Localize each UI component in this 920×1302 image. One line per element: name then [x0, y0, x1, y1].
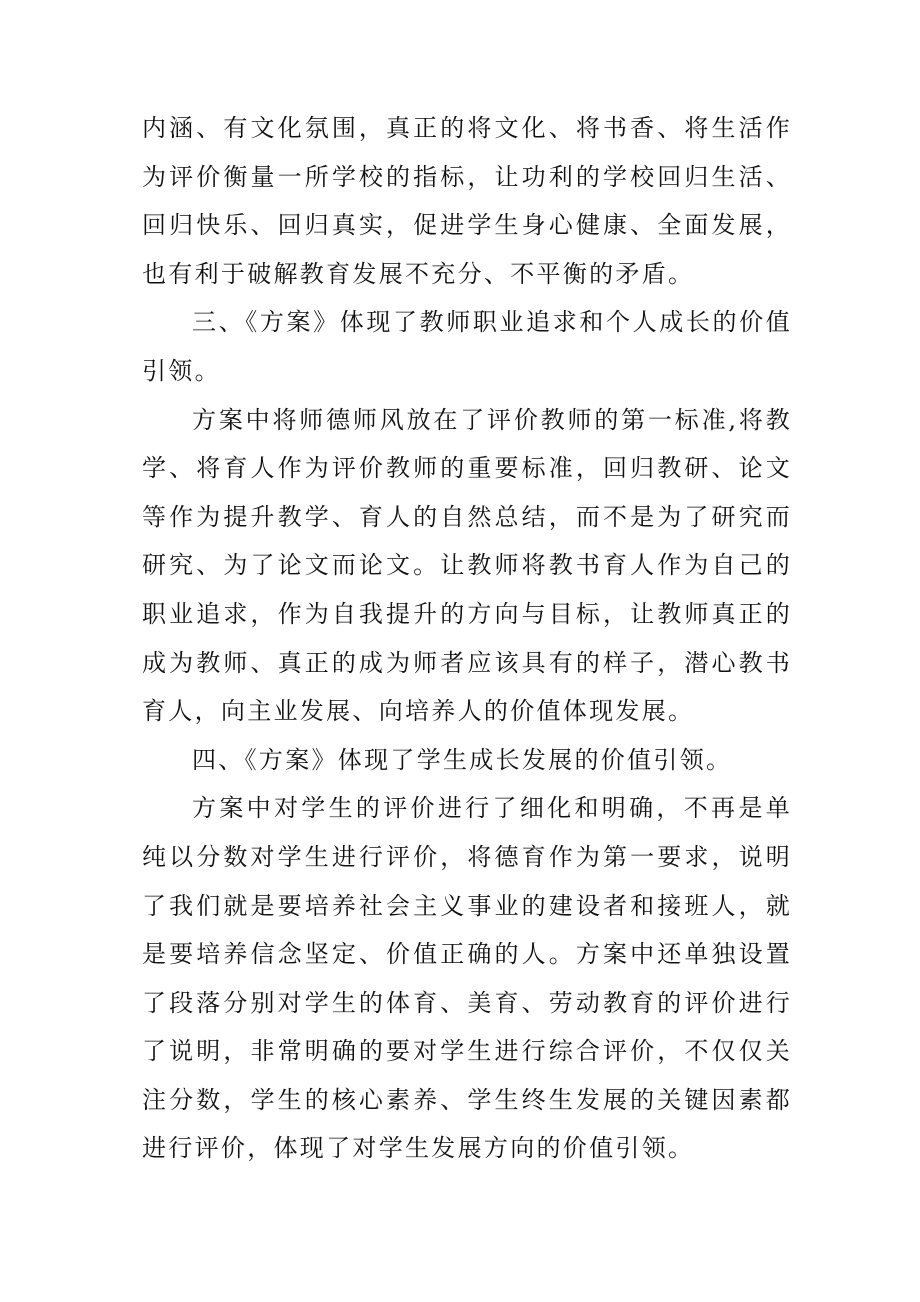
- paragraph-teacher-evaluation: 方案中将师德师风放在了评价教师的第一标准,将教学、将育人作为评价教师的重要标准，回归教研、论文等作为提升教学、育人的自然总结，而不是为了研究而研究、为了论文而论文。让教师将教书育人作为自己的职业追求，作为自我提升的方向与目标，让教师真正的成为教师、真正的成为师者应该具有的样子，潜心教书育人，向主业发展、向培养人的价值体现发展。: [142, 405, 792, 726]
- document-body: [142, 104, 792, 1173]
- paragraph-student-evaluation: 方案中对学生的评价进行了细化和明确，不再是单纯以分数对学生进行评价，将德育作为第一要求，说明了我们就是要培养社会主义事业的建设者和接班人，就是要培养信念坚定、价值正确的人。方案中还单独设置了段落分别对学生的体育、美育、劳动教育的评价进行了说明，非常明确的要对学生进行综合评价，不仅仅关注分数，学生的核心素养、学生终生发展的关键因素都进行评价，体现了对学生发展方向的价值引领。: [142, 794, 792, 1163]
- paragraph-continuation: 内涵、有文化氛围，真正的将文化、将书香、将生活作为评价衡量一所学校的指标，让功利的学校回归生活、回归快乐、回归真实，促进学生身心健康、全面发展，也有利于破解教育发展不充分、不平衡的矛盾。: [142, 114, 792, 288]
- section-heading-4: 四、《方案》体现了学生成长发展的价值引领。: [192, 745, 733, 774]
- section-heading-3: 三、《方案》体现了教师职业追求和个人成长的价值引领。: [142, 308, 792, 385]
